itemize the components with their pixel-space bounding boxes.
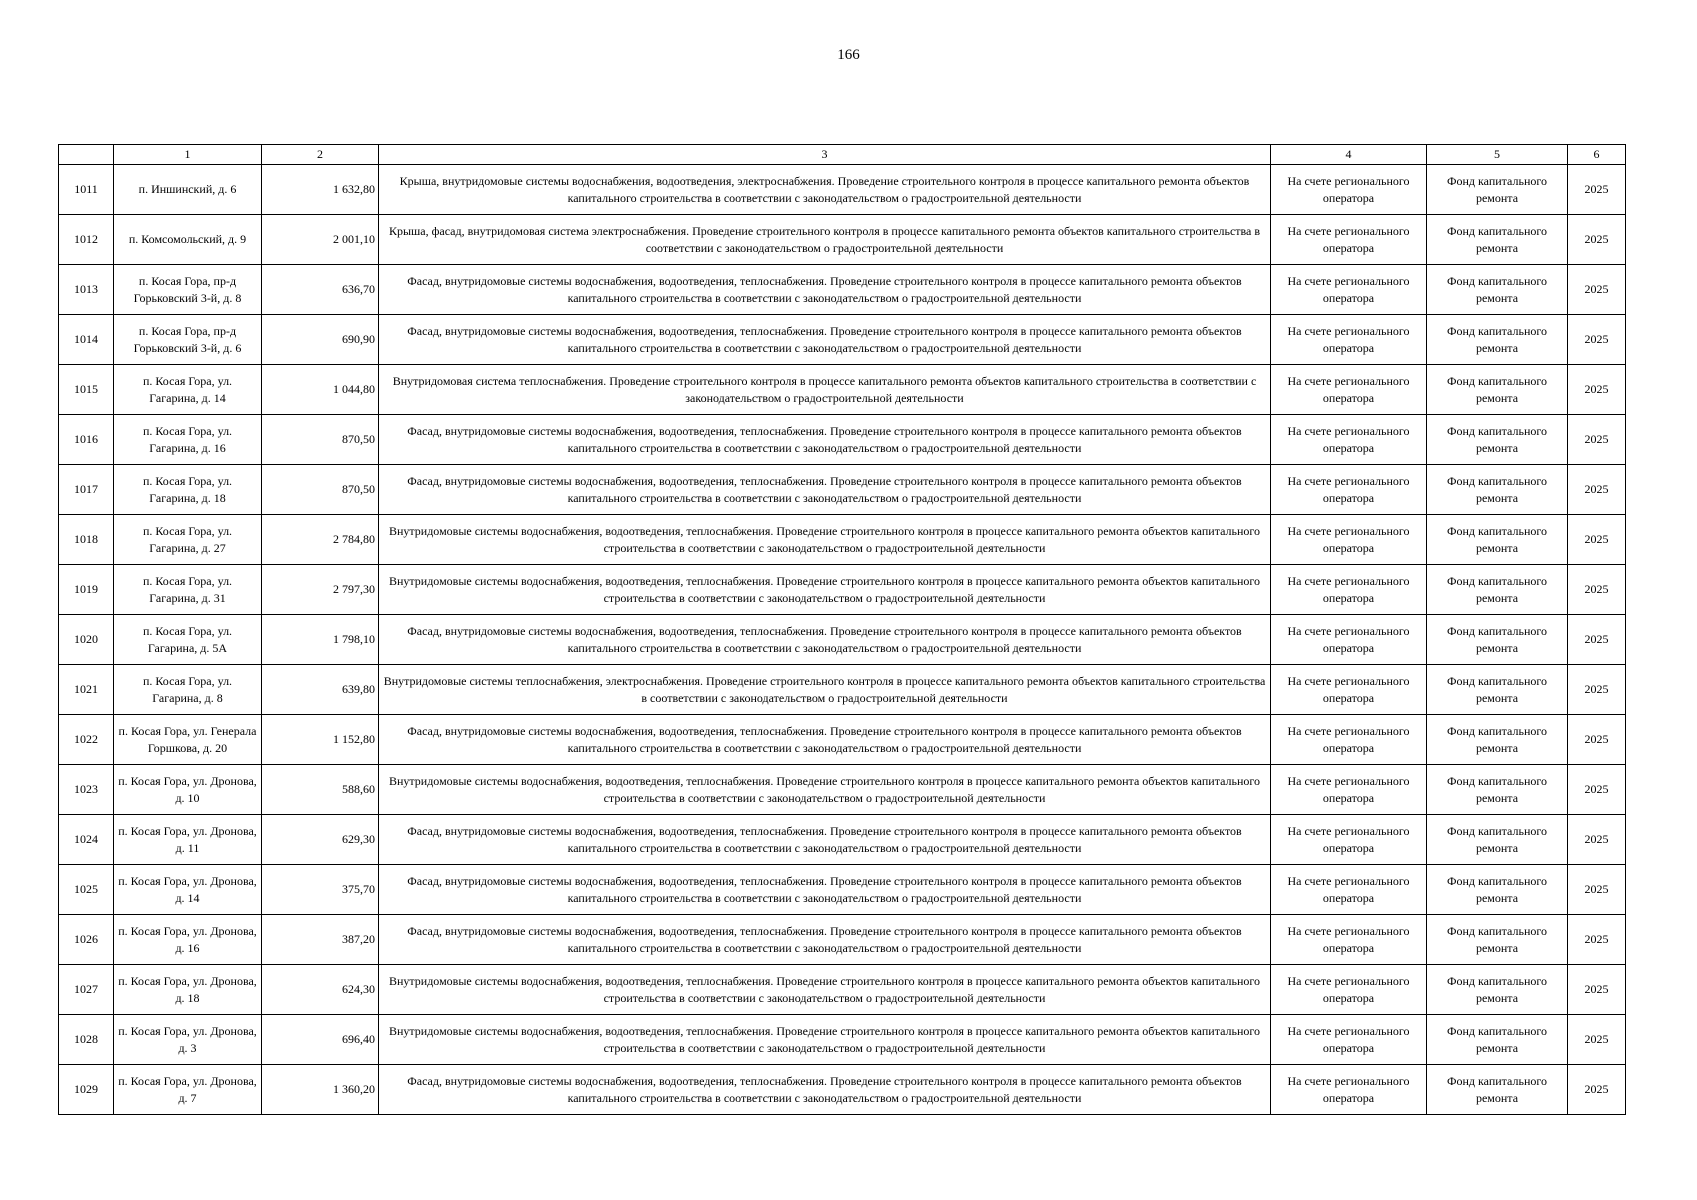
account-cell: На счете регионального оператора: [1271, 915, 1427, 965]
account-cell: На счете регионального оператора: [1271, 215, 1427, 265]
row-number: 1016: [59, 415, 114, 465]
works-cell: Фасад, внутридомовые системы водоснабжения, водоотведения, теплоснабжения. Проведение строительного контроля в процессе капитального ремонта объектов капитального строительства в соответствии с законодательством о градостроительной деятельности: [379, 815, 1271, 865]
row-number: 1020: [59, 615, 114, 665]
area-cell: 387,20: [262, 915, 379, 965]
address-cell: п. Косая Гора, ул. Гагарина, д. 16: [114, 415, 262, 465]
row-number: 1015: [59, 365, 114, 415]
area-cell: 375,70: [262, 865, 379, 915]
area-cell: 636,70: [262, 265, 379, 315]
funding-source-cell: Фонд капитального ремонта: [1427, 315, 1568, 365]
funding-source-cell: Фонд капитального ремонта: [1427, 515, 1568, 565]
area-cell: 624,30: [262, 965, 379, 1015]
row-number: 1023: [59, 765, 114, 815]
account-cell: На счете регионального оператора: [1271, 665, 1427, 715]
works-cell: Фасад, внутридомовые системы водоснабжения, водоотведения, теплоснабжения. Проведение строительного контроля в процессе капитального ремонта объектов капитального строительства в соответствии с законодательством о градостроительной деятельности: [379, 465, 1271, 515]
year-cell: 2025: [1568, 265, 1626, 315]
year-cell: 2025: [1568, 465, 1626, 515]
area-cell: 629,30: [262, 815, 379, 865]
column-header-4: 4: [1271, 145, 1427, 165]
address-cell: п. Косая Гора, ул. Дронова, д. 3: [114, 1015, 262, 1065]
table-row: [59, 665, 1626, 715]
column-number-row: [59, 145, 1626, 165]
address-cell: п. Иншинский, д. 6: [114, 165, 262, 215]
table-row: [59, 615, 1626, 665]
account-cell: На счете регионального оператора: [1271, 565, 1427, 615]
area-cell: 1 632,80: [262, 165, 379, 215]
year-cell: 2025: [1568, 665, 1626, 715]
address-cell: п. Комсомольский, д. 9: [114, 215, 262, 265]
funding-source-cell: Фонд капитального ремонта: [1427, 815, 1568, 865]
works-cell: Крыша, фасад, внутридомовая система электроснабжения. Проведение строительного контроля в процессе капитального ремонта объектов капитального строительства в соответствии с законодательством о градостроительной деятельности: [379, 215, 1271, 265]
works-cell: Крыша, внутридомовые системы водоснабжения, водоотведения, электроснабжения. Проведение строительного контроля в процессе капитального ремонта объектов капитального строительства в соответствии с законодательством о градостроительной деятельности: [379, 165, 1271, 215]
year-cell: 2025: [1568, 1015, 1626, 1065]
area-cell: 1 798,10: [262, 615, 379, 665]
row-number: 1019: [59, 565, 114, 615]
funding-source-cell: Фонд капитального ремонта: [1427, 565, 1568, 615]
account-cell: На счете регионального оператора: [1271, 1065, 1427, 1115]
year-cell: 2025: [1568, 365, 1626, 415]
column-header-1: 1: [114, 145, 262, 165]
account-cell: На счете регионального оператора: [1271, 765, 1427, 815]
address-cell: п. Косая Гора, ул. Гагарина, д. 27: [114, 515, 262, 565]
works-cell: Фасад, внутридомовые системы водоснабжения, водоотведения, теплоснабжения. Проведение строительного контроля в процессе капитального ремонта объектов капитального строительства в соответствии с законодательством о градостроительной деятельности: [379, 265, 1271, 315]
year-cell: 2025: [1568, 965, 1626, 1015]
funding-source-cell: Фонд капитального ремонта: [1427, 915, 1568, 965]
funding-source-cell: Фонд капитального ремонта: [1427, 1065, 1568, 1115]
works-cell: Фасад, внутридомовые системы водоснабжения, водоотведения, теплоснабжения. Проведение строительного контроля в процессе капитального ремонта объектов капитального строительства в соответствии с законодательством о градостроительной деятельности: [379, 1065, 1271, 1115]
table-body: [59, 165, 1626, 1115]
funding-source-cell: Фонд капитального ремонта: [1427, 965, 1568, 1015]
row-number: 1011: [59, 165, 114, 215]
year-cell: 2025: [1568, 565, 1626, 615]
area-cell: 1 152,80: [262, 715, 379, 765]
capital-repair-table: [58, 144, 1626, 1115]
address-cell: п. Косая Гора, ул. Генерала Горшкова, д. 20: [114, 715, 262, 765]
works-cell: Внутридомовые системы водоснабжения, водоотведения, теплоснабжения. Проведение строительного контроля в процессе капитального ремонта объектов капитального строительства в соответствии с законодательством о градостроительной деятельности: [379, 765, 1271, 815]
funding-source-cell: Фонд капитального ремонта: [1427, 165, 1568, 215]
address-cell: п. Косая Гора, ул. Гагарина, д. 14: [114, 365, 262, 415]
funding-source-cell: Фонд капитального ремонта: [1427, 365, 1568, 415]
year-cell: 2025: [1568, 215, 1626, 265]
page-number: 166: [837, 47, 860, 63]
column-header-2: 2: [262, 145, 379, 165]
works-cell: Внутридомовые системы водоснабжения, водоотведения, теплоснабжения. Проведение строительного контроля в процессе капитального ремонта объектов капитального строительства в соответствии с законодательством о градостроительной деятельности: [379, 565, 1271, 615]
works-cell: Внутридомовая система теплоснабжения. Проведение строительного контроля в процессе капитального ремонта объектов капитального строительства в соответствии с законодательством о градостроительной деятельности: [379, 365, 1271, 415]
row-number: 1026: [59, 915, 114, 965]
address-cell: п. Косая Гора, ул. Гагарина, д. 18: [114, 465, 262, 515]
table-row: [59, 865, 1626, 915]
area-cell: 1 044,80: [262, 365, 379, 415]
column-header-5: 5: [1427, 145, 1568, 165]
account-cell: На счете регионального оператора: [1271, 715, 1427, 765]
works-cell: Фасад, внутридомовые системы водоснабжения, водоотведения, теплоснабжения. Проведение строительного контроля в процессе капитального ремонта объектов капитального строительства в соответствии с законодательством о градостроительной деятельности: [379, 865, 1271, 915]
funding-source-cell: Фонд капитального ремонта: [1427, 765, 1568, 815]
account-cell: На счете регионального оператора: [1271, 365, 1427, 415]
account-cell: На счете регионального оператора: [1271, 515, 1427, 565]
address-cell: п. Косая Гора, ул. Гагарина, д. 5А: [114, 615, 262, 665]
area-cell: 690,90: [262, 315, 379, 365]
year-cell: 2025: [1568, 915, 1626, 965]
area-cell: 2 784,80: [262, 515, 379, 565]
address-cell: п. Косая Гора, пр-д Горьковский 3-й, д. 6: [114, 315, 262, 365]
year-cell: 2025: [1568, 815, 1626, 865]
account-cell: На счете регионального оператора: [1271, 465, 1427, 515]
works-cell: Внутридомовые системы водоснабжения, водоотведения, теплоснабжения. Проведение строительного контроля в процессе капитального ремонта объектов капитального строительства в соответствии с законодательством о градостроительной деятельности: [379, 965, 1271, 1015]
works-cell: Фасад, внутридомовые системы водоснабжения, водоотведения, теплоснабжения. Проведение строительного контроля в процессе капитального ремонта объектов капитального строительства в соответствии с законодательством о градостроительной деятельности: [379, 315, 1271, 365]
account-cell: На счете регионального оператора: [1271, 165, 1427, 215]
funding-source-cell: Фонд капитального ремонта: [1427, 265, 1568, 315]
year-cell: 2025: [1568, 315, 1626, 365]
funding-source-cell: Фонд капитального ремонта: [1427, 1015, 1568, 1065]
row-number: 1022: [59, 715, 114, 765]
address-cell: п. Косая Гора, ул. Дронова, д. 14: [114, 865, 262, 915]
funding-source-cell: Фонд капитального ремонта: [1427, 865, 1568, 915]
row-number: 1013: [59, 265, 114, 315]
row-number: 1017: [59, 465, 114, 515]
row-number: 1028: [59, 1015, 114, 1065]
funding-source-cell: Фонд капитального ремонта: [1427, 465, 1568, 515]
table-row: [59, 1015, 1626, 1065]
works-cell: Фасад, внутридомовые системы водоснабжения, водоотведения, теплоснабжения. Проведение строительного контроля в процессе капитального ремонта объектов капитального строительства в соответствии с законодательством о градостроительной деятельности: [379, 415, 1271, 465]
area-cell: 696,40: [262, 1015, 379, 1065]
table-row: [59, 965, 1626, 1015]
account-cell: На счете регионального оператора: [1271, 315, 1427, 365]
funding-source-cell: Фонд капитального ремонта: [1427, 665, 1568, 715]
table-row: [59, 915, 1626, 965]
year-cell: 2025: [1568, 515, 1626, 565]
area-cell: 1 360,20: [262, 1065, 379, 1115]
row-number: 1025: [59, 865, 114, 915]
year-cell: 2025: [1568, 865, 1626, 915]
year-cell: 2025: [1568, 765, 1626, 815]
table-row: [59, 815, 1626, 865]
address-cell: п. Косая Гора, ул. Дронова, д. 7: [114, 1065, 262, 1115]
table-row: [59, 315, 1626, 365]
column-header-6: 6: [1568, 145, 1626, 165]
account-cell: На счете регионального оператора: [1271, 865, 1427, 915]
table-row: [59, 765, 1626, 815]
account-cell: На счете регионального оператора: [1271, 415, 1427, 465]
account-cell: На счете регионального оператора: [1271, 815, 1427, 865]
year-cell: 2025: [1568, 415, 1626, 465]
year-cell: 2025: [1568, 615, 1626, 665]
area-cell: 639,80: [262, 665, 379, 715]
row-number: 1018: [59, 515, 114, 565]
funding-source-cell: Фонд капитального ремонта: [1427, 415, 1568, 465]
funding-source-cell: Фонд капитального ремонта: [1427, 715, 1568, 765]
year-cell: 2025: [1568, 715, 1626, 765]
area-cell: 870,50: [262, 415, 379, 465]
table-row: [59, 365, 1626, 415]
column-header-3: 3: [379, 145, 1271, 165]
account-cell: На счете регионального оператора: [1271, 965, 1427, 1015]
table-row: [59, 565, 1626, 615]
column-header-blank: [59, 145, 114, 165]
area-cell: 870,50: [262, 465, 379, 515]
works-cell: Внутридомовые системы водоснабжения, водоотведения, теплоснабжения. Проведение строительного контроля в процессе капитального ремонта объектов капитального строительства в соответствии с законодательством о градостроительной деятельности: [379, 515, 1271, 565]
row-number: 1024: [59, 815, 114, 865]
address-cell: п. Косая Гора, ул. Гагарина, д. 31: [114, 565, 262, 615]
works-cell: Фасад, внутридомовые системы водоснабжения, водоотведения, теплоснабжения. Проведение строительного контроля в процессе капитального ремонта объектов капитального строительства в соответствии с законодательством о градостроительной деятельности: [379, 915, 1271, 965]
area-cell: 588,60: [262, 765, 379, 815]
table-row: [59, 215, 1626, 265]
year-cell: 2025: [1568, 165, 1626, 215]
table-row: [59, 515, 1626, 565]
funding-source-cell: Фонд капитального ремонта: [1427, 615, 1568, 665]
address-cell: п. Косая Гора, ул. Дронова, д. 11: [114, 815, 262, 865]
account-cell: На счете регионального оператора: [1271, 615, 1427, 665]
address-cell: п. Косая Гора, пр-д Горьковский 3-й, д. 8: [114, 265, 262, 315]
works-cell: Внутридомовые системы водоснабжения, водоотведения, теплоснабжения. Проведение строительного контроля в процессе капитального ремонта объектов капитального строительства в соответствии с законодательством о градостроительной деятельности: [379, 1015, 1271, 1065]
area-cell: 2 001,10: [262, 215, 379, 265]
row-number: 1029: [59, 1065, 114, 1115]
row-number: 1021: [59, 665, 114, 715]
address-cell: п. Косая Гора, ул. Дронова, д. 16: [114, 915, 262, 965]
address-cell: п. Косая Гора, ул. Дронова, д. 18: [114, 965, 262, 1015]
account-cell: На счете регионального оператора: [1271, 265, 1427, 315]
table-row: [59, 715, 1626, 765]
table-row: [59, 415, 1626, 465]
row-number: 1027: [59, 965, 114, 1015]
address-cell: п. Косая Гора, ул. Гагарина, д. 8: [114, 665, 262, 715]
table-row: [59, 165, 1626, 215]
table-row: [59, 1065, 1626, 1115]
works-cell: Фасад, внутридомовые системы водоснабжения, водоотведения, теплоснабжения. Проведение строительного контроля в процессе капитального ремонта объектов капитального строительства в соответствии с законодательством о градостроительной деятельности: [379, 615, 1271, 665]
account-cell: На счете регионального оператора: [1271, 1015, 1427, 1065]
funding-source-cell: Фонд капитального ремонта: [1427, 215, 1568, 265]
area-cell: 2 797,30: [262, 565, 379, 615]
works-cell: Фасад, внутридомовые системы водоснабжения, водоотведения, теплоснабжения. Проведение строительного контроля в процессе капитального ремонта объектов капитального строительства в соответствии с законодательством о градостроительной деятельности: [379, 715, 1271, 765]
works-cell: Внутридомовые системы теплоснабжения, электроснабжения. Проведение строительного контроля в процессе капитального ремонта объектов капитального строительства в соответствии с законодательством о градостроительной деятельности: [379, 665, 1271, 715]
table-row: [59, 465, 1626, 515]
row-number: 1014: [59, 315, 114, 365]
row-number: 1012: [59, 215, 114, 265]
address-cell: п. Косая Гора, ул. Дронова, д. 10: [114, 765, 262, 815]
year-cell: 2025: [1568, 1065, 1626, 1115]
table-row: [59, 265, 1626, 315]
